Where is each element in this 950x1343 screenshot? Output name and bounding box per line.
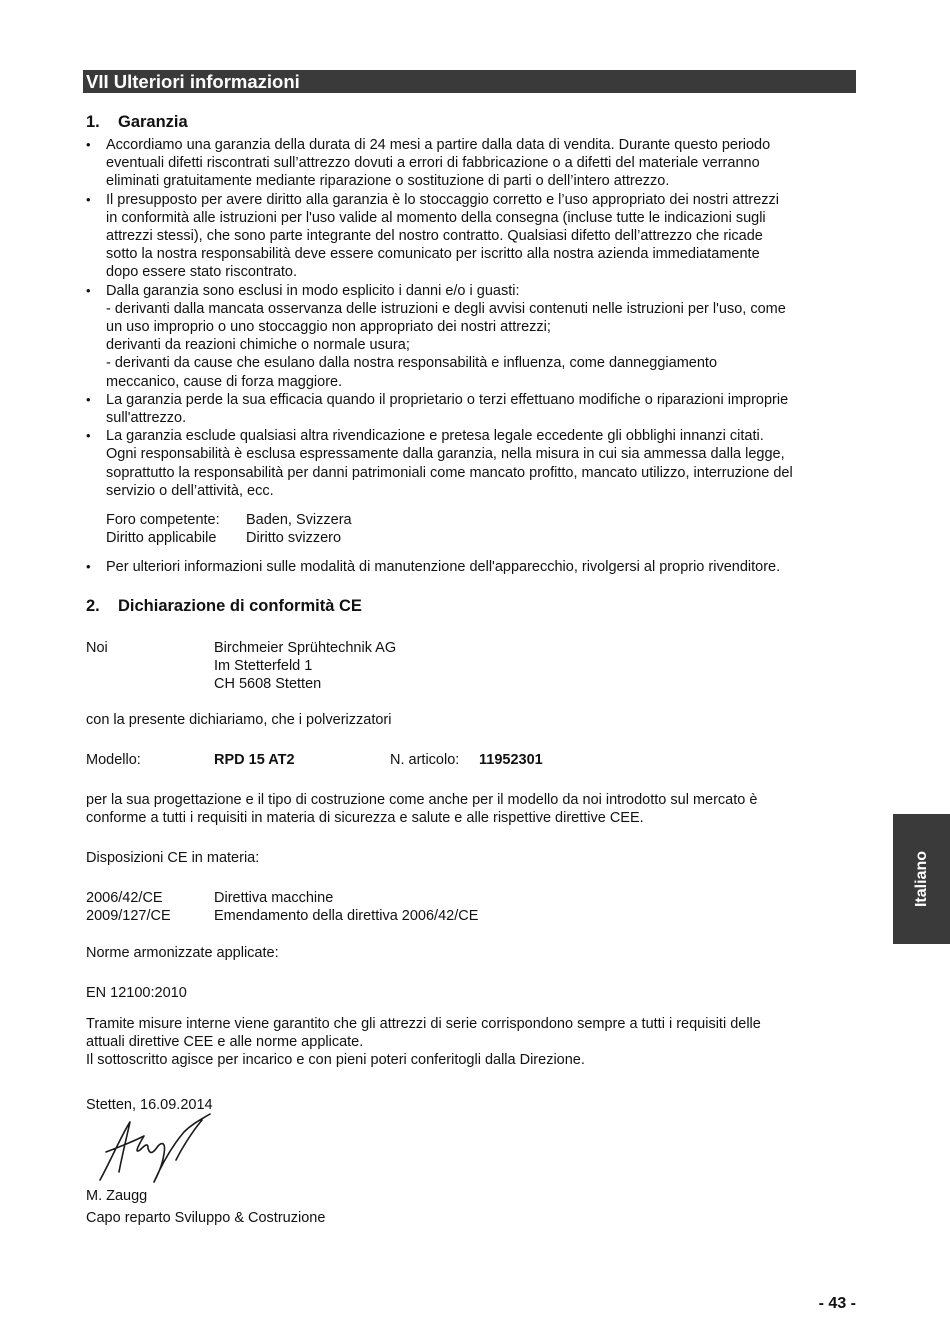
line: sull'attrezzo. [106,410,187,427]
directive-code: 2006/42/CE [86,890,163,906]
warranty-title: Garanzia [118,113,188,131]
line: • La garanzia esclude qualsiasi altra rivendicazione e pretesa legale eccedente gli obblighi innanzi citati. [106,428,764,445]
ce-number: 2. [86,597,100,615]
line: • Dalla garanzia sono esclusi in modo esplicito i danni e/o i guasti: [106,282,520,299]
line: sotto la nostra responsabilità deve essere comunicato per iscritto alla nostra azienda immediatamente [106,246,760,263]
directive-desc: Direttiva macchine [214,890,334,906]
line: derivanti da reazioni chimiche o normale usura; [106,337,410,354]
language-tab-label: Italiano [912,850,930,908]
line: - derivanti dalla mancata osservanza delle istruzioni e degli avvisi contenuti nelle istruzioni per l'uso, come [106,300,786,317]
line: Ogni responsabilità è esclusa espressamente dalla garanzia, nella misura in cui sia ammessa dalla legge, [106,446,785,463]
company-name: Birchmeier Sprühtechnik AG [214,640,397,656]
line: Tramite misure interne viene garantito che gli attrezzi di serie corrispondono sempre a tutti i requisiti delle [86,1016,761,1032]
section-title: VII Ulteriori informazioni [83,70,856,93]
standard: EN 12100:2010 [86,985,187,1001]
place-date: Stetten, 16.09.2014 [86,1097,213,1113]
line: servizio o dell’attività, ecc. [106,482,274,499]
line: dopo essere stato riscontrato. [106,264,298,281]
company-address [214,639,396,694]
company-street: Im Stetterfeld 1 [214,658,313,675]
model-value: RPD 15 AT2 [214,752,295,768]
line: eliminati gratuitamente mediante riparazione o sostituzione di parti o dell’intero attrezzo. [106,173,670,190]
model-label: Modello: [86,752,141,768]
line: meccanico, cause di forza maggiore. [106,373,343,390]
line: • Il presupposto per avere diritto alla garanzia è lo stoccaggio corretto e l’uso appropriato dei nostri attrezzi [106,191,780,208]
law-row [106,529,341,547]
list-item [86,191,856,282]
line: attrezzi stessi), che sono parte integrante del nostro contratto. Qualsiasi difetto dell’attrezzo che ricade [106,228,763,245]
signature-image [92,1112,222,1184]
law-value: Diritto svizzero [246,530,342,546]
signer-role: Capo reparto Sviluppo & Costruzione [86,1210,326,1226]
line: conforme a tutti i requisiti in materia di sicurezza e salute e alle rispettive direttive CEE. [86,810,644,827]
directive-code: 2009/127/CE [86,908,171,924]
jurisdiction-row [106,511,352,529]
signer-name: M. Zaugg [86,1188,148,1204]
line: per la sua progettazione e il tipo di costruzione come anche per il modello da noi introdotto sul mercato è [86,792,758,808]
jurisdiction-value: Baden, Svizzera [246,512,352,528]
company-city: CH 5608 Stetten [214,676,322,693]
language-tab [893,814,950,944]
directive-desc: Emendamento della direttiva 2006/42/CE [214,908,479,924]
page-number: - 43 - [818,1295,856,1312]
list-item [86,282,856,391]
declaration-intro: con la presente dichiariamo, che i polverizzatori [86,712,392,728]
line: • La garanzia perde la sua efficacia quando il proprietario o terzi effettuano modifiche o riparazioni improprie [106,391,789,408]
we-label: Noi [86,640,108,656]
list-item [86,136,856,191]
line: attuali direttive CEE e alle norme applicate. [86,1034,364,1051]
line: • Accordiamo una garanzia della durata di 24 mesi a partire dalla data di vendita. Durante questo periodo [106,137,771,153]
line: soprattutto la responsabilità per danni patrimoniali come mancato profitto, mancato utilizzo, interruzione del [106,464,793,481]
line: eventuali difetti riscontrati sull’attrezzo dovuti a errori di fabbricazione o a difetti del materiale verranno [106,155,760,172]
line: in conformità alle istruzioni per l'uso valide al momento della consegna (incluse tutte le indicazioni sugli [106,209,766,226]
warranty-number: 1. [86,113,100,131]
ce-title: Dichiarazione di conformità CE [118,597,362,615]
list-item [86,391,856,427]
list-item [86,427,856,500]
article-label: N. articolo: [390,752,460,768]
line: un uso improprio o uno stoccaggio non appropriato dei nostri attrezzi; [106,319,551,336]
line: - derivanti da cause che esulano dalla nostra responsabilità e influenza, come danneggiamento [106,355,718,372]
warranty-heading [86,113,188,131]
jurisdiction-label: Foro competente: [106,512,220,528]
closing-text [86,1015,856,1070]
line: Il sottoscritto agisce per incarico e con pieni poteri conferitogli dalla Direzione. [86,1052,585,1069]
list-item [86,558,856,576]
provisions-label: Disposizioni CE in materia: [86,850,260,866]
maintenance-note: • Per ulteriori informazioni sulle modalità di manutenzione dell'apparecchio, rivolgersi al proprio rivenditore. [106,559,781,575]
article-value: 11952301 [479,752,543,768]
standards-label: Norme armonizzate applicate: [86,945,279,961]
ce-heading [86,597,362,615]
law-label: Diritto applicabile [106,530,217,546]
warranty-list [86,136,856,500]
maintenance-list [86,558,856,576]
conformity-text [86,791,856,827]
